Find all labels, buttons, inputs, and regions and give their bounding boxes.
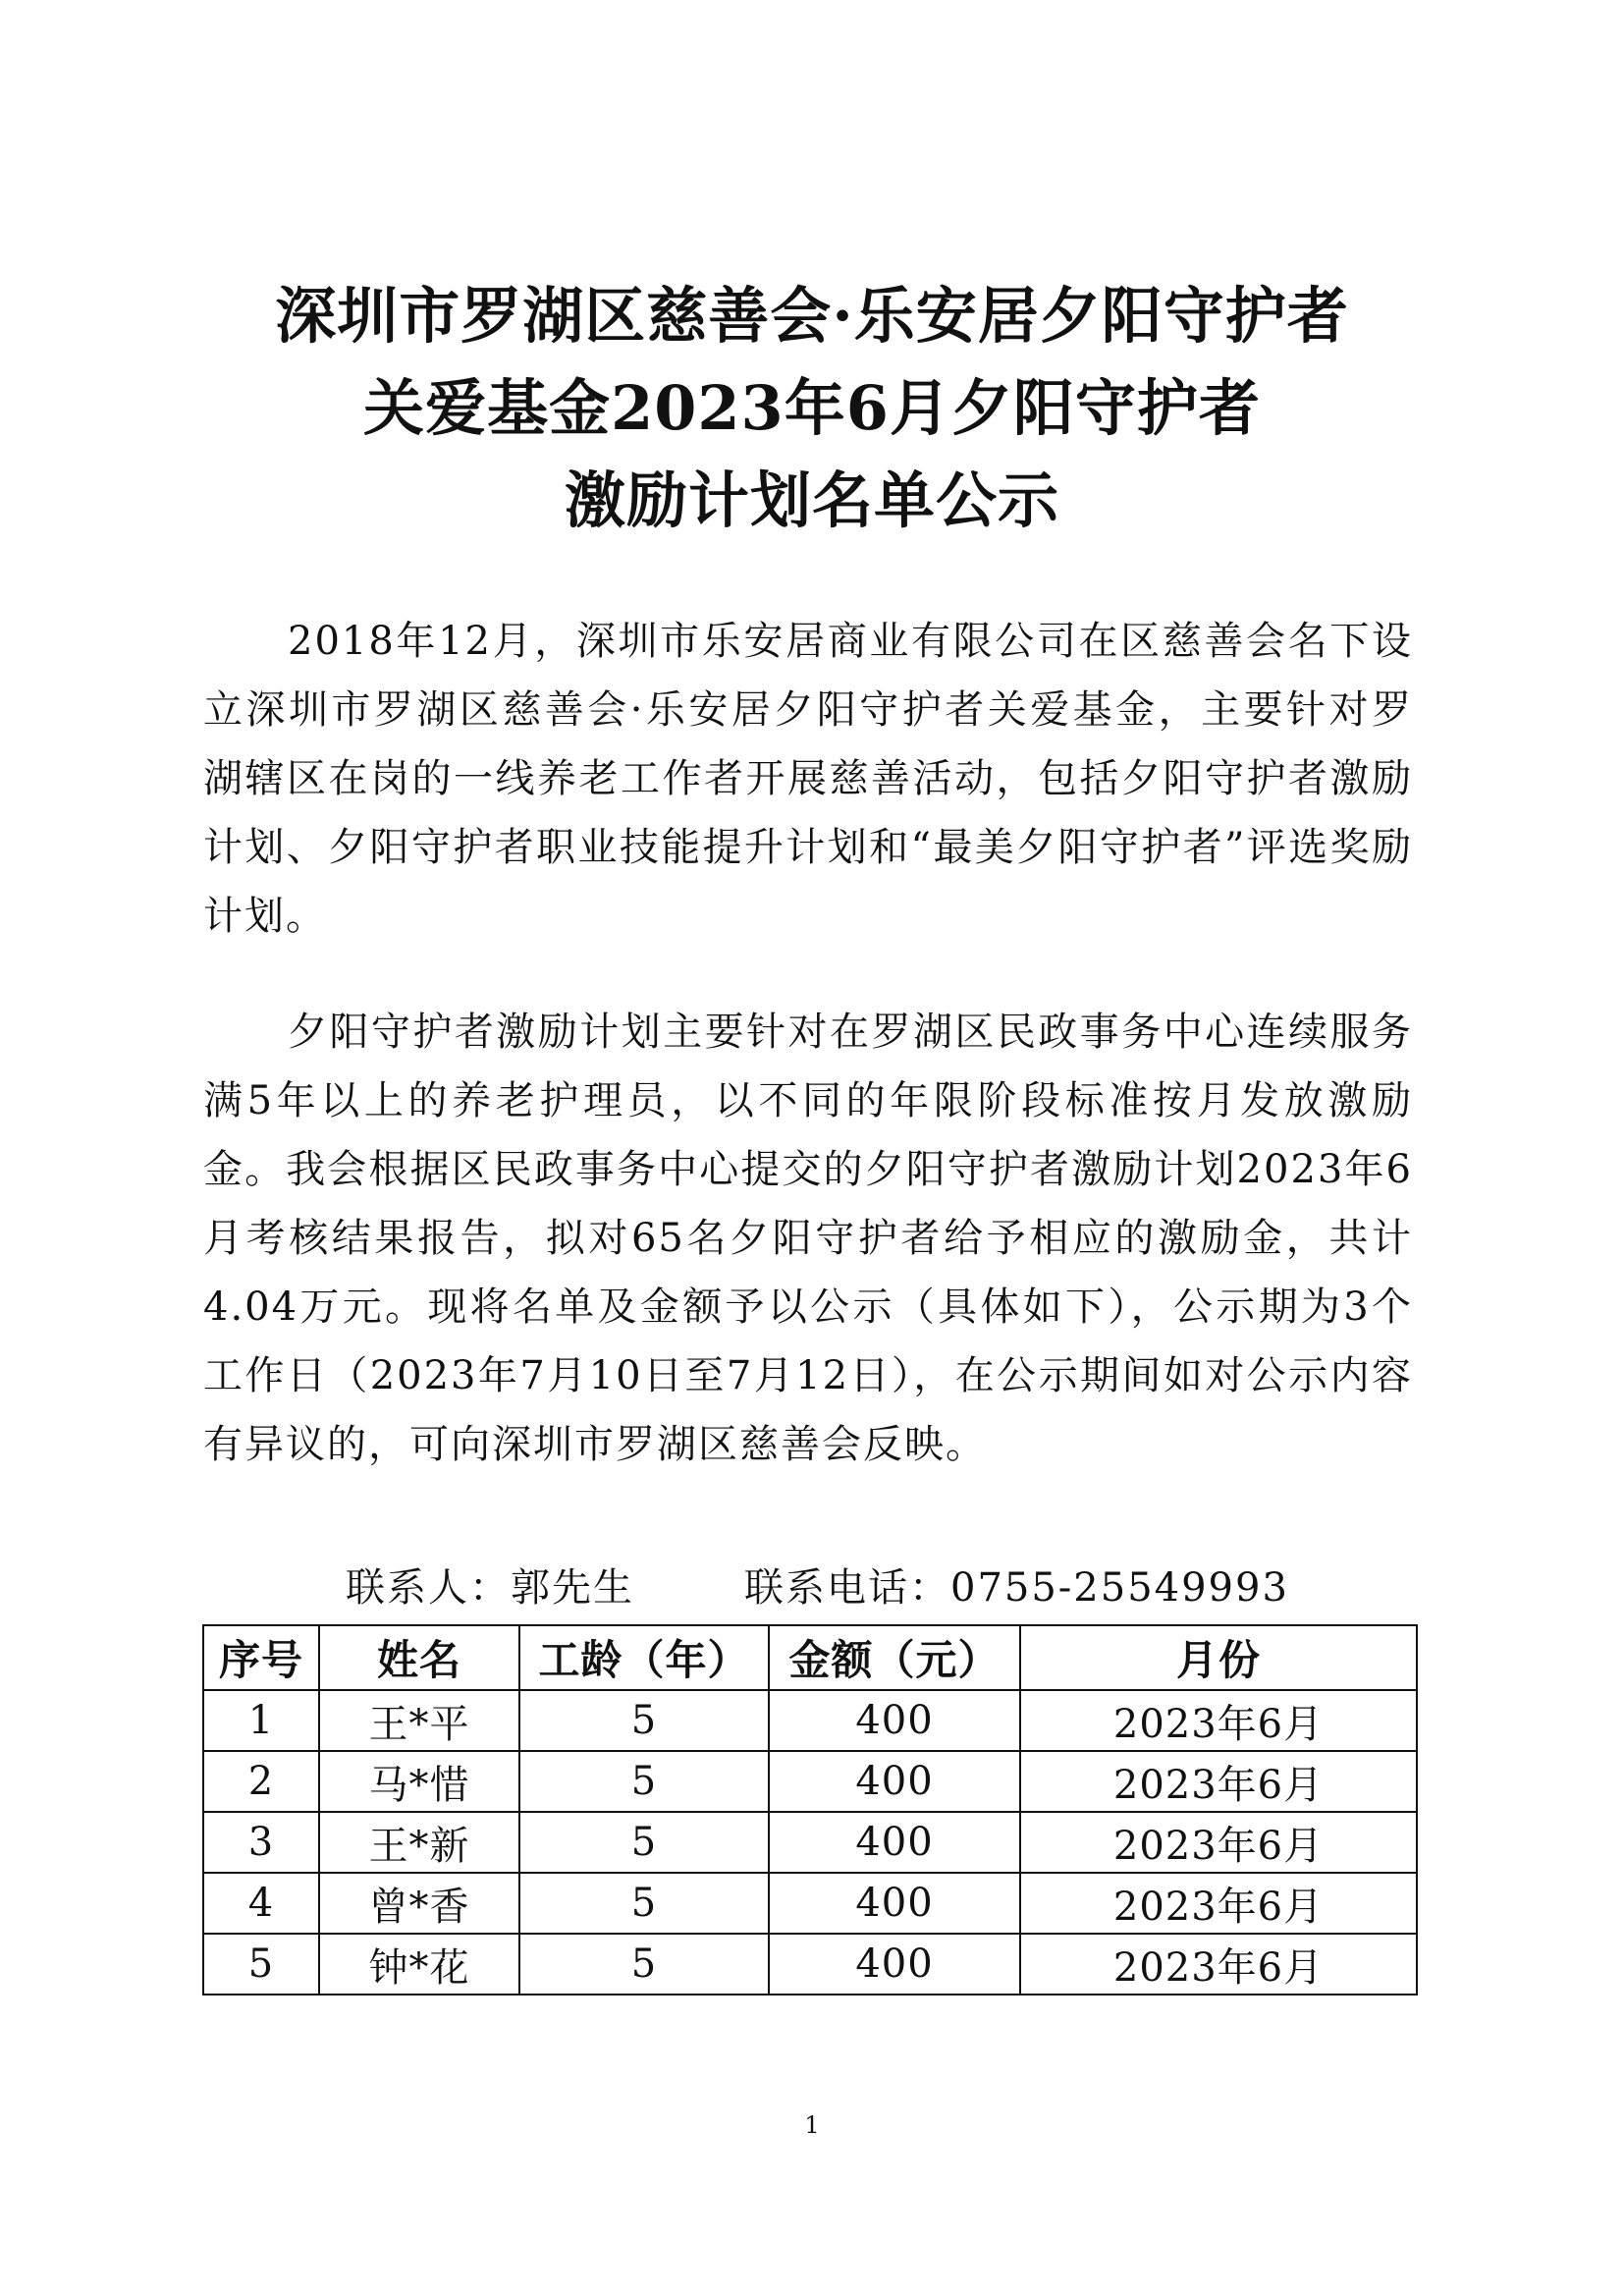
cell-amount: 400 bbox=[769, 1751, 1020, 1812]
document-title bbox=[0, 270, 1624, 547]
cell-month: 2023年6月 bbox=[1020, 1812, 1417, 1873]
header-month: 月份 bbox=[1020, 1625, 1417, 1690]
table-row bbox=[203, 1934, 1417, 1995]
cell-index: 2 bbox=[203, 1751, 319, 1812]
cell-index: 4 bbox=[203, 1873, 319, 1934]
cell-month: 2023年6月 bbox=[1020, 1751, 1417, 1812]
recipient-table bbox=[202, 1624, 1418, 1995]
plan-paragraph: 夕阳守护者激励计划主要针对在罗湖区民政事务中心连续服务满5年以上的养老护理员，以不同的年限阶段标准按月发放激励金。我会根据区民政事务中心提交的夕阳守护者激励计划2023年6月考核结果报告，拟对65名夕阳守护者给予相应的激励金，共计4.04万元。现将名单及金额予以公示（具体如下），公示期为3个工作日（2023年7月10日至7月12日），在公示期间如对公示内容有异议的，可向深圳市罗湖区慈善会反映。 bbox=[203, 1010, 1413, 1467]
page-number: 1 bbox=[804, 2111, 820, 2139]
cell-month: 2023年6月 bbox=[1020, 1934, 1417, 1995]
cell-index: 1 bbox=[203, 1690, 319, 1751]
contact-line bbox=[346, 1557, 1289, 1613]
header-amount: 金额（元） bbox=[769, 1625, 1020, 1690]
title-line-1: 深圳市罗湖区慈善会·乐安居夕阳守护者 bbox=[275, 280, 1349, 352]
cell-name: 王*新 bbox=[319, 1812, 519, 1873]
cell-name: 曾*香 bbox=[319, 1873, 519, 1934]
cell-name: 王*平 bbox=[319, 1690, 519, 1751]
cell-amount: 400 bbox=[769, 1812, 1020, 1873]
cell-name: 钟*花 bbox=[319, 1934, 519, 1995]
cell-index: 5 bbox=[203, 1934, 319, 1995]
title-line-3: 激励计划名单公示 bbox=[564, 465, 1059, 536]
cell-name: 马*惜 bbox=[319, 1751, 519, 1812]
cell-years: 5 bbox=[519, 1690, 769, 1751]
contact-person: 联系人：郭先生 bbox=[346, 1565, 634, 1611]
cell-years: 5 bbox=[519, 1934, 769, 1995]
cell-amount: 400 bbox=[769, 1690, 1020, 1751]
title-line-2: 关爱基金2023年6月夕阳守护者 bbox=[363, 372, 1261, 444]
cell-years: 5 bbox=[519, 1873, 769, 1934]
table-row bbox=[203, 1690, 1417, 1751]
header-name: 姓名 bbox=[319, 1625, 519, 1690]
cell-amount: 400 bbox=[769, 1873, 1020, 1934]
intro-paragraph: 2018年12月，深圳市乐安居商业有限公司在区慈善会名下设立深圳市罗湖区慈善会·乐安居夕阳守护者关爱基金，主要针对罗湖辖区在岗的一线养老工作者开展慈善活动，包括夕阳守护者激励计划、夕阳守护者职业技能提升计划和“最美夕阳守护者”评选奖励计划。 bbox=[203, 619, 1413, 939]
header-years: 工龄（年） bbox=[519, 1625, 769, 1690]
table-header-row bbox=[203, 1625, 1417, 1690]
cell-month: 2023年6月 bbox=[1020, 1690, 1417, 1751]
header-index: 序号 bbox=[203, 1625, 319, 1690]
table-row bbox=[203, 1873, 1417, 1934]
contact-phone: 联系电话：0755-25549993 bbox=[744, 1565, 1289, 1611]
cell-years: 5 bbox=[519, 1812, 769, 1873]
cell-amount: 400 bbox=[769, 1934, 1020, 1995]
cell-years: 5 bbox=[519, 1751, 769, 1812]
table-row bbox=[203, 1751, 1417, 1812]
table-row bbox=[203, 1812, 1417, 1873]
cell-month: 2023年6月 bbox=[1020, 1873, 1417, 1934]
cell-index: 3 bbox=[203, 1812, 319, 1873]
